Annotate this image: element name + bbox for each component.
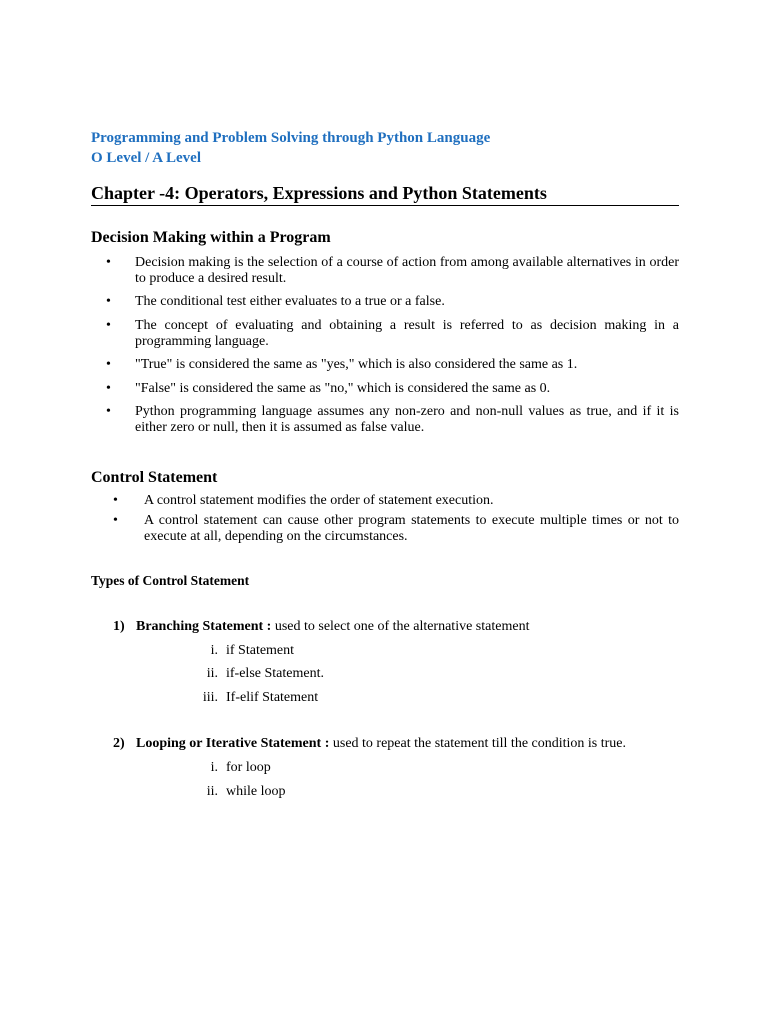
decision-bullet-text: The conditional test either evaluates to a true or a false. (135, 294, 445, 309)
sub-list-item (195, 689, 318, 707)
roman-numeral: iii. (202, 690, 218, 705)
decision-bullet-text: Decision making is the selection of a course of action from among available alternatives in order to produce a desired result. (135, 255, 679, 286)
sub-list-item (195, 642, 294, 660)
chapter-title: Chapter -4: Operators, Expressions and Python Statements (91, 183, 547, 203)
list-item-description: used to select one of the alternative statement (271, 619, 530, 634)
roman-numeral: i. (210, 760, 218, 775)
bullet-marker: • (106, 357, 111, 372)
roman-numeral: i. (210, 643, 218, 658)
sub-list-item (195, 783, 286, 801)
bullet-marker: • (113, 513, 118, 528)
bullet-marker: • (106, 404, 111, 419)
control-bullet-text: A control statement can cause other program statements to execute multiple times or not to execute at all, depending on the circumstances. (144, 513, 679, 544)
control-statement-heading: Control Statement (91, 469, 218, 486)
bullet-marker: • (106, 255, 111, 270)
decision-making-heading: Decision Making within a Program (91, 229, 331, 246)
bullet-marker: • (106, 294, 111, 309)
roman-numeral: ii. (206, 666, 218, 681)
types-list-item (113, 618, 529, 636)
sub-list-text: while loop (226, 784, 286, 799)
sub-list-text: if-else Statement. (226, 666, 324, 681)
bullet-marker: • (106, 318, 111, 333)
sub-list-text: if Statement (226, 643, 295, 658)
list-item-label: Branching Statement : (136, 619, 272, 634)
decision-bullet-text: "False" is considered the same as "no," which is considered the same as 0. (135, 381, 551, 396)
types-heading: Types of Control Statement (91, 573, 250, 588)
course-level: O Level / A Level (91, 150, 201, 166)
sub-list-text: If-elif Statement (226, 690, 319, 705)
list-number: 1) (113, 619, 125, 634)
course-title: Programming and Problem Solving through Python Language (91, 130, 491, 146)
roman-numeral: ii. (206, 784, 218, 799)
sub-list-item (195, 759, 271, 777)
chapter-divider (91, 205, 679, 206)
control-bullet-text: A control statement modifies the order of statement execution. (144, 493, 494, 508)
sub-list-text: for loop (226, 760, 271, 775)
list-item-description: used to repeat the statement till the condition is true. (329, 736, 627, 751)
bullet-marker: • (113, 493, 118, 508)
sub-list-item (195, 665, 324, 683)
decision-bullet-text: Python programming language assumes any non-zero and non-null values as true, and if it is either zero or null, then it is assumed as false value. (135, 404, 679, 435)
bullet-marker: • (106, 381, 111, 396)
decision-bullet-text: "True" is considered the same as "yes," which is also considered the same as 1. (135, 357, 578, 372)
list-number: 2) (113, 736, 125, 751)
types-list-item (113, 735, 626, 753)
list-item-label: Looping or Iterative Statement : (136, 736, 330, 751)
decision-bullet-text: The concept of evaluating and obtaining a result is referred to as decision making in a programming language. (135, 318, 679, 349)
